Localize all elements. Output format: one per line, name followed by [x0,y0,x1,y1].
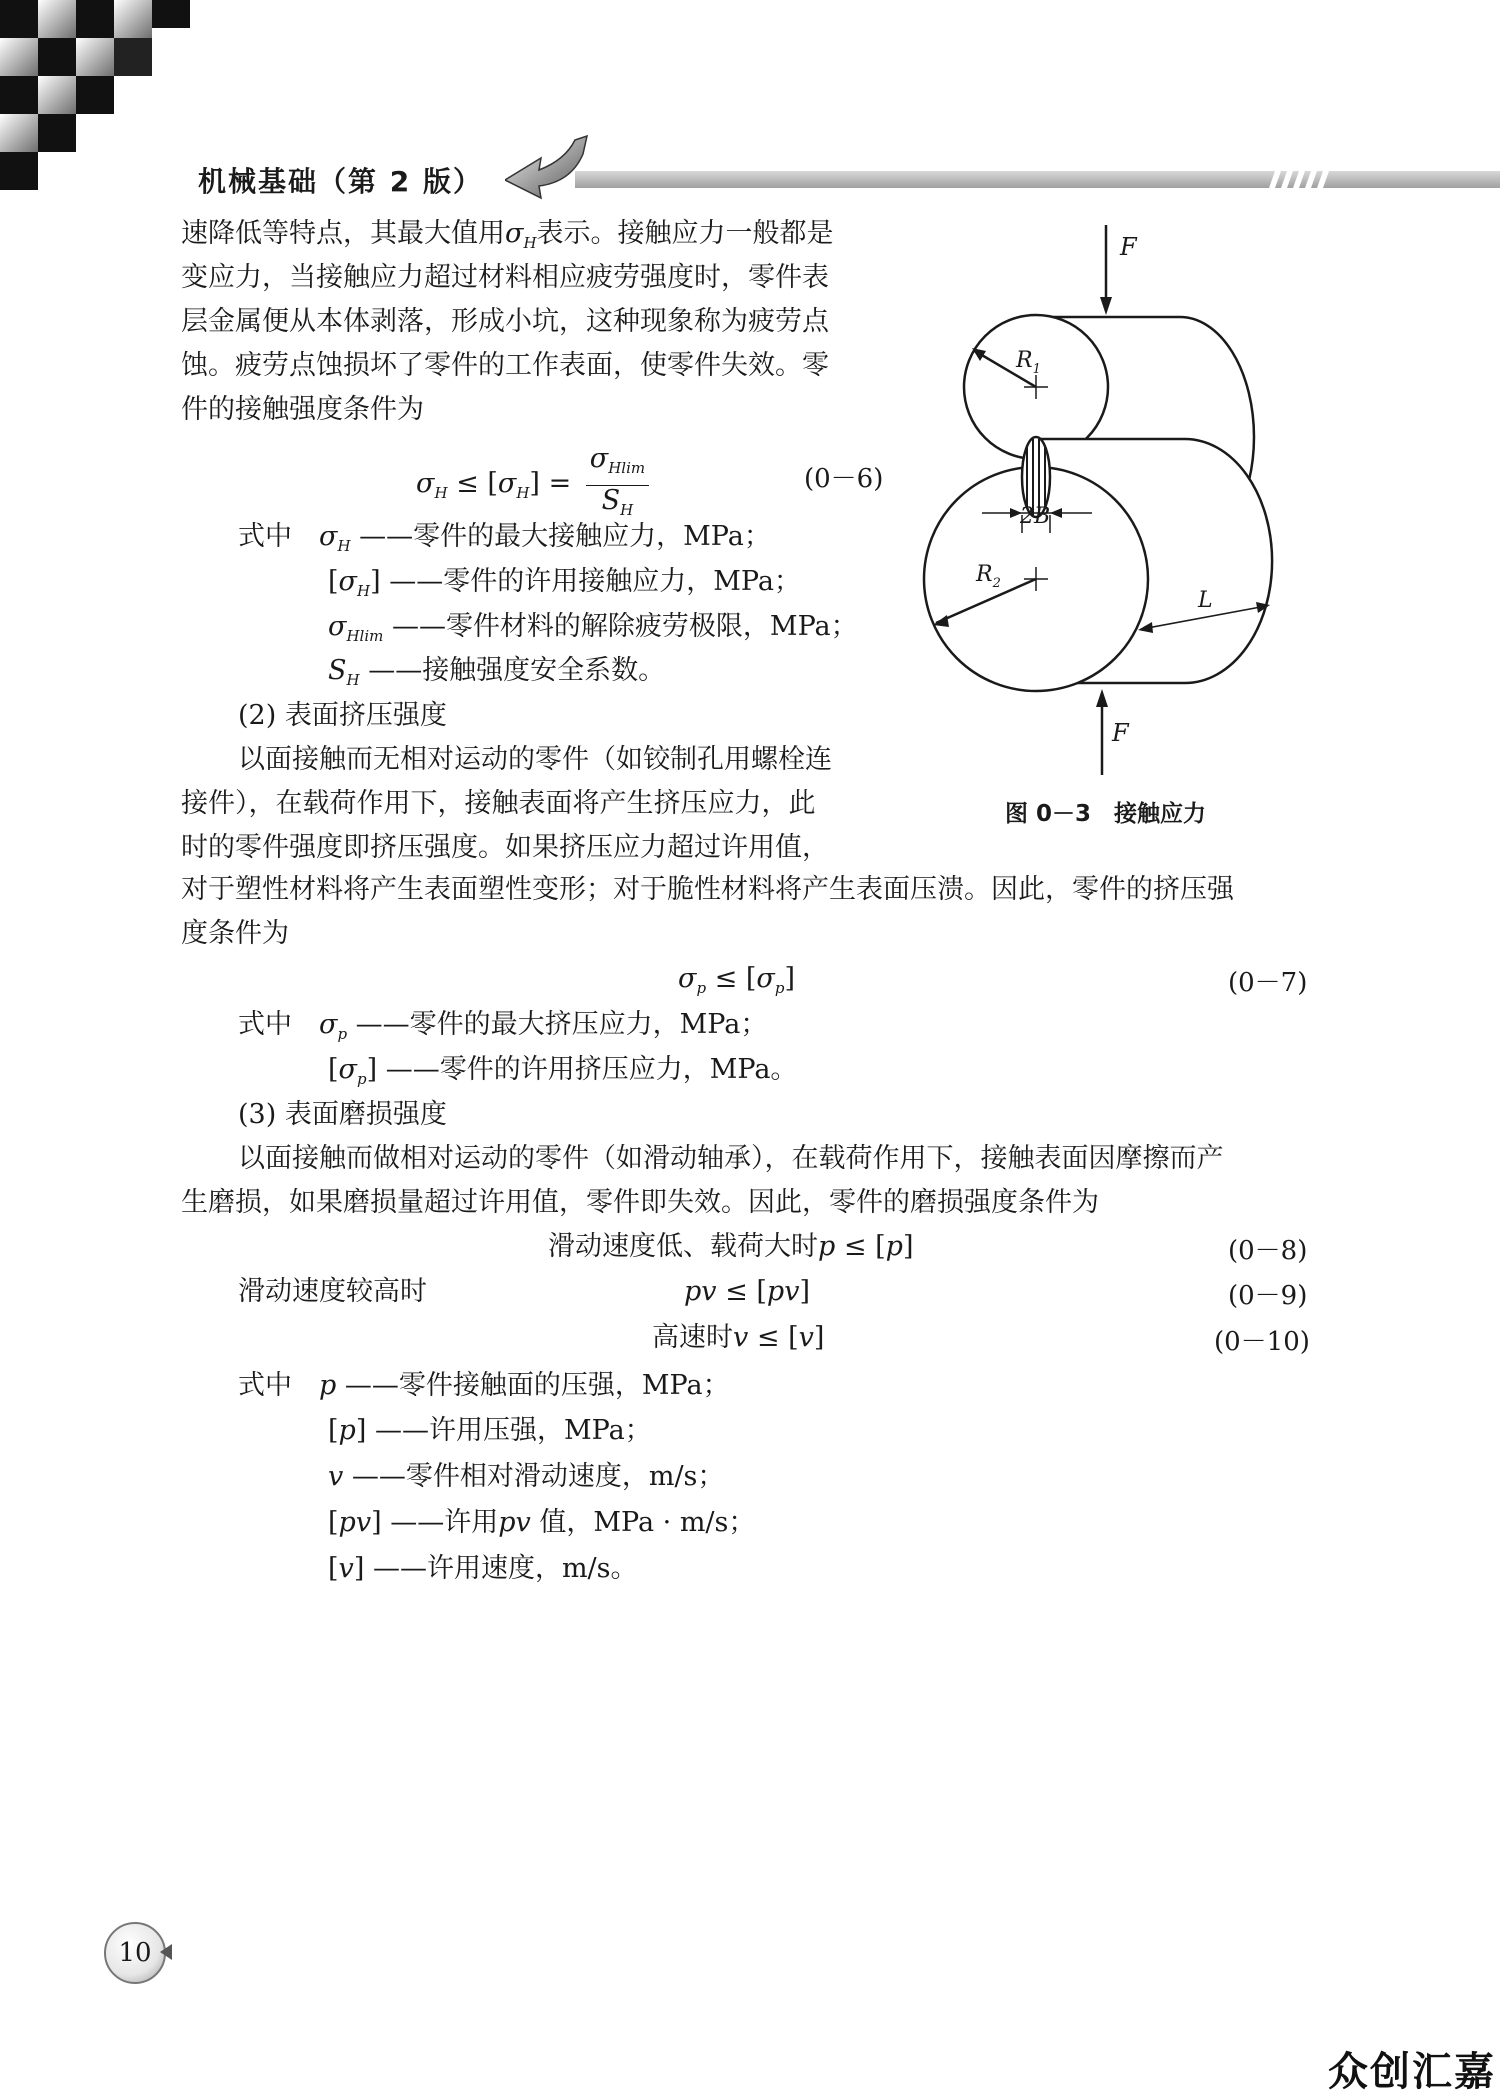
section3-line-2: 生磨损，如果磨损量超过许用值，零件即失效。因此，零件的磨损强度条件为 [181,1187,1099,1218]
force-arrowhead-bottom [1096,689,1108,707]
section2-heading: (2) 表面挤压强度 [238,700,447,731]
force-label-bottom: F [1112,719,1129,747]
force-label-top: F [1120,233,1137,261]
section2-line-2: 接件），在载荷作用下，接触表面将产生挤压应力，此 [181,788,816,819]
page-number: 10 [104,1922,166,1984]
equation-0-6: $\sigma_H \le [\sigma_H]$ = $\frac{\sigma_{Hlim}}{S_H}$ [416,444,649,525]
where1-line-1: 式中 $\sigma_H$ ——零件的最大接触应力，MPa； [238,521,771,555]
where3-line-2: [p] ——许用压强，MPa； [328,1415,652,1446]
where3-line-3: v ——零件相对滑动速度，m/s； [328,1461,725,1492]
where2-line-1: 式中 $\sigma_p$ ——零件的最大挤压应力，MPa； [238,1009,768,1043]
header-arrow-bar [505,130,1500,200]
where3-line-1: 式中 p ——零件接触面的压强，MPa； [238,1370,730,1401]
where3-line-4: [pv] ——许用pv 值，MPa · m/s； [328,1507,756,1538]
contact-width-label: 2B [1020,504,1051,529]
length-label: L [1198,588,1213,613]
figure-caption: 图 0－3 接触应力 [1005,801,1207,827]
checker-corner-decoration [0,0,210,200]
fraction: $\frac{\sigma_{Hlim}}{S_H}$ [586,444,649,525]
where1-line-3: $\sigma_{Hlim}$ ——零件材料的解除疲劳极限，MPa； [328,611,858,645]
radius-r2-label: $R_2$ [976,562,1001,591]
sigma-h-inline: $\sigma_H$ [505,218,537,252]
section2-line-4: 对于塑性材料将产生表面塑性变形；对于脆性材料将产生表面压溃。因此，零件的挤压强 [181,874,1234,905]
equation-0-9-label: 滑动速度较高时 [238,1276,427,1307]
section2-line-3: 时的零件强度即挤压强度。如果挤压应力超过许用值， [181,832,829,863]
where2-line-2: $[\sigma_p]$ ——零件的许用挤压应力，MPa。 [328,1054,798,1088]
para1-line-5: 件的接触强度条件为 [181,394,424,425]
section3-line-1: 以面接触而做相对运动的零件（如滑动轴承），在载荷作用下，接触表面因摩擦而产 [238,1143,1224,1174]
where1-line-4: $S_H$ ——接触强度安全系数。 [328,655,666,689]
page-number-pointer-icon [160,1944,172,1960]
para1-line-4: 蚀。疲劳点蚀损坏了零件的工作表面，使零件失效。零 [181,350,829,381]
where1-line-2: $[\sigma_H]$ ——零件的许用接触应力，MPa； [328,566,801,600]
section2-line-1: 以面接触而无相对运动的零件（如铰制孔用螺栓连 [238,744,832,775]
equation-number-0-6: (0－6) [804,464,884,494]
brand-watermark: 众创汇嘉 [1328,2049,1496,2095]
equation-0-8: 滑动速度低、载荷大时p ≤ [p] [548,1231,914,1262]
equation-number-0-9: (0－9) [1228,1281,1308,1311]
equation-number-0-7: (0－7) [1228,968,1308,998]
header-title: 机械基础（第 2 版） [198,165,483,198]
equation-number-0-8: (0－8) [1228,1236,1308,1266]
equation-number-0-10: (0－10) [1214,1327,1310,1357]
where3-line-5: [v] ——许用速度，m/s。 [328,1553,638,1584]
equation-0-9: pv ≤ [pv] [684,1276,810,1307]
para1-line-2: 变应力，当接触应力超过材料相应疲劳强度时，零件表 [181,262,829,293]
header-arrow-icon [505,136,587,198]
force-arrowhead-top [1100,297,1112,315]
equation-0-7: $\sigma_p \le [\sigma_p]$ [678,963,795,997]
radius-r1-label: $R_1$ [1016,348,1041,377]
section3-heading: (3) 表面磨损强度 [238,1099,447,1130]
contact-stress-figure [920,215,1310,785]
para1-line-3: 层金属便从本体剥落，形成小坑，这种现象称为疲劳点 [181,306,829,337]
para1-line-1: 速降低等特点，其最大值用$\sigma_H$表示。接触应力一般都是 [181,218,834,252]
header-bar [575,171,1500,188]
section2-line-5: 度条件为 [181,918,289,949]
equation-0-10: 高速时v ≤ [v] [652,1322,825,1353]
